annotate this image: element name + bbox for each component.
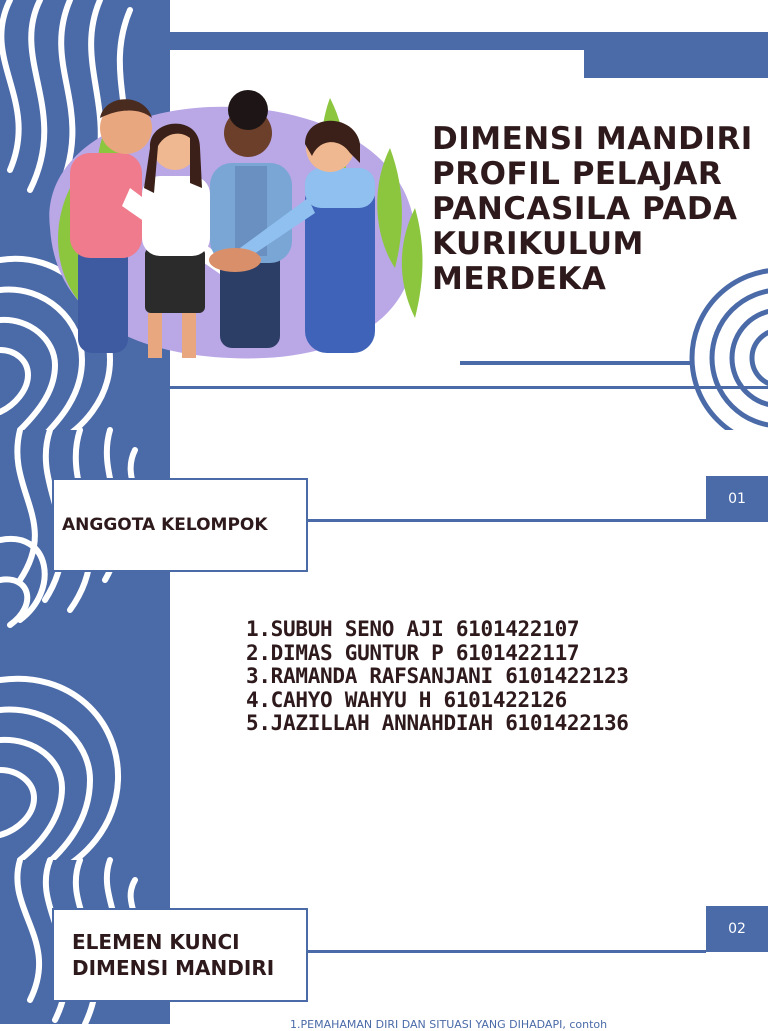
divider-line (460, 361, 690, 365)
section-heading: ELEMEN KUNCI (72, 930, 240, 954)
section-heading-box (52, 478, 308, 572)
title-line: DIMENSI MANDIRI (432, 121, 753, 157)
concentric-circles-icon (680, 280, 768, 430)
section-heading: DIMENSI MANDIRI (72, 956, 275, 980)
section-heading: ANGGOTA KELOMPOK (62, 515, 268, 535)
partial-body-text: 1.PEMAHAMAN DIRI DAN SITUASI YANG DIHADAPI, contoh (290, 1018, 608, 1031)
list-item: 1.SUBUH SENO AJI 6101422107 (246, 617, 580, 641)
list-item: 5.JAZILLAH ANNAHDIAH 6101422136 (246, 711, 629, 735)
title-line: KURIKULUM (432, 226, 644, 262)
top-accent-bar (170, 32, 768, 50)
list-item: 3.RAMANDA RAFSANJANI 6101422123 (246, 664, 629, 688)
list-item: 4.CAHYO WAHYU H 6101422126 (246, 687, 567, 712)
title-line: MERDEKA (432, 261, 607, 297)
cover-slide (0, 0, 768, 430)
member-list (246, 618, 629, 736)
divider-line (306, 950, 706, 953)
section-number-badge: 02 (706, 906, 768, 952)
title-line: PANCASILA PADA (432, 191, 738, 227)
students-teamwork-illustration (30, 78, 430, 378)
divider-line (306, 519, 706, 522)
section-heading-box (52, 908, 308, 1002)
members-slide (0, 430, 768, 860)
cover-title (432, 122, 752, 297)
title-line: PROFIL PELAJAR (432, 156, 723, 192)
list-item: 2.DIMAS GUNTUR P 6101422117 (246, 640, 580, 665)
elements-slide (0, 860, 768, 1031)
section-number-badge: 01 (706, 476, 768, 522)
divider-line (170, 386, 768, 389)
top-accent-block (584, 50, 768, 78)
